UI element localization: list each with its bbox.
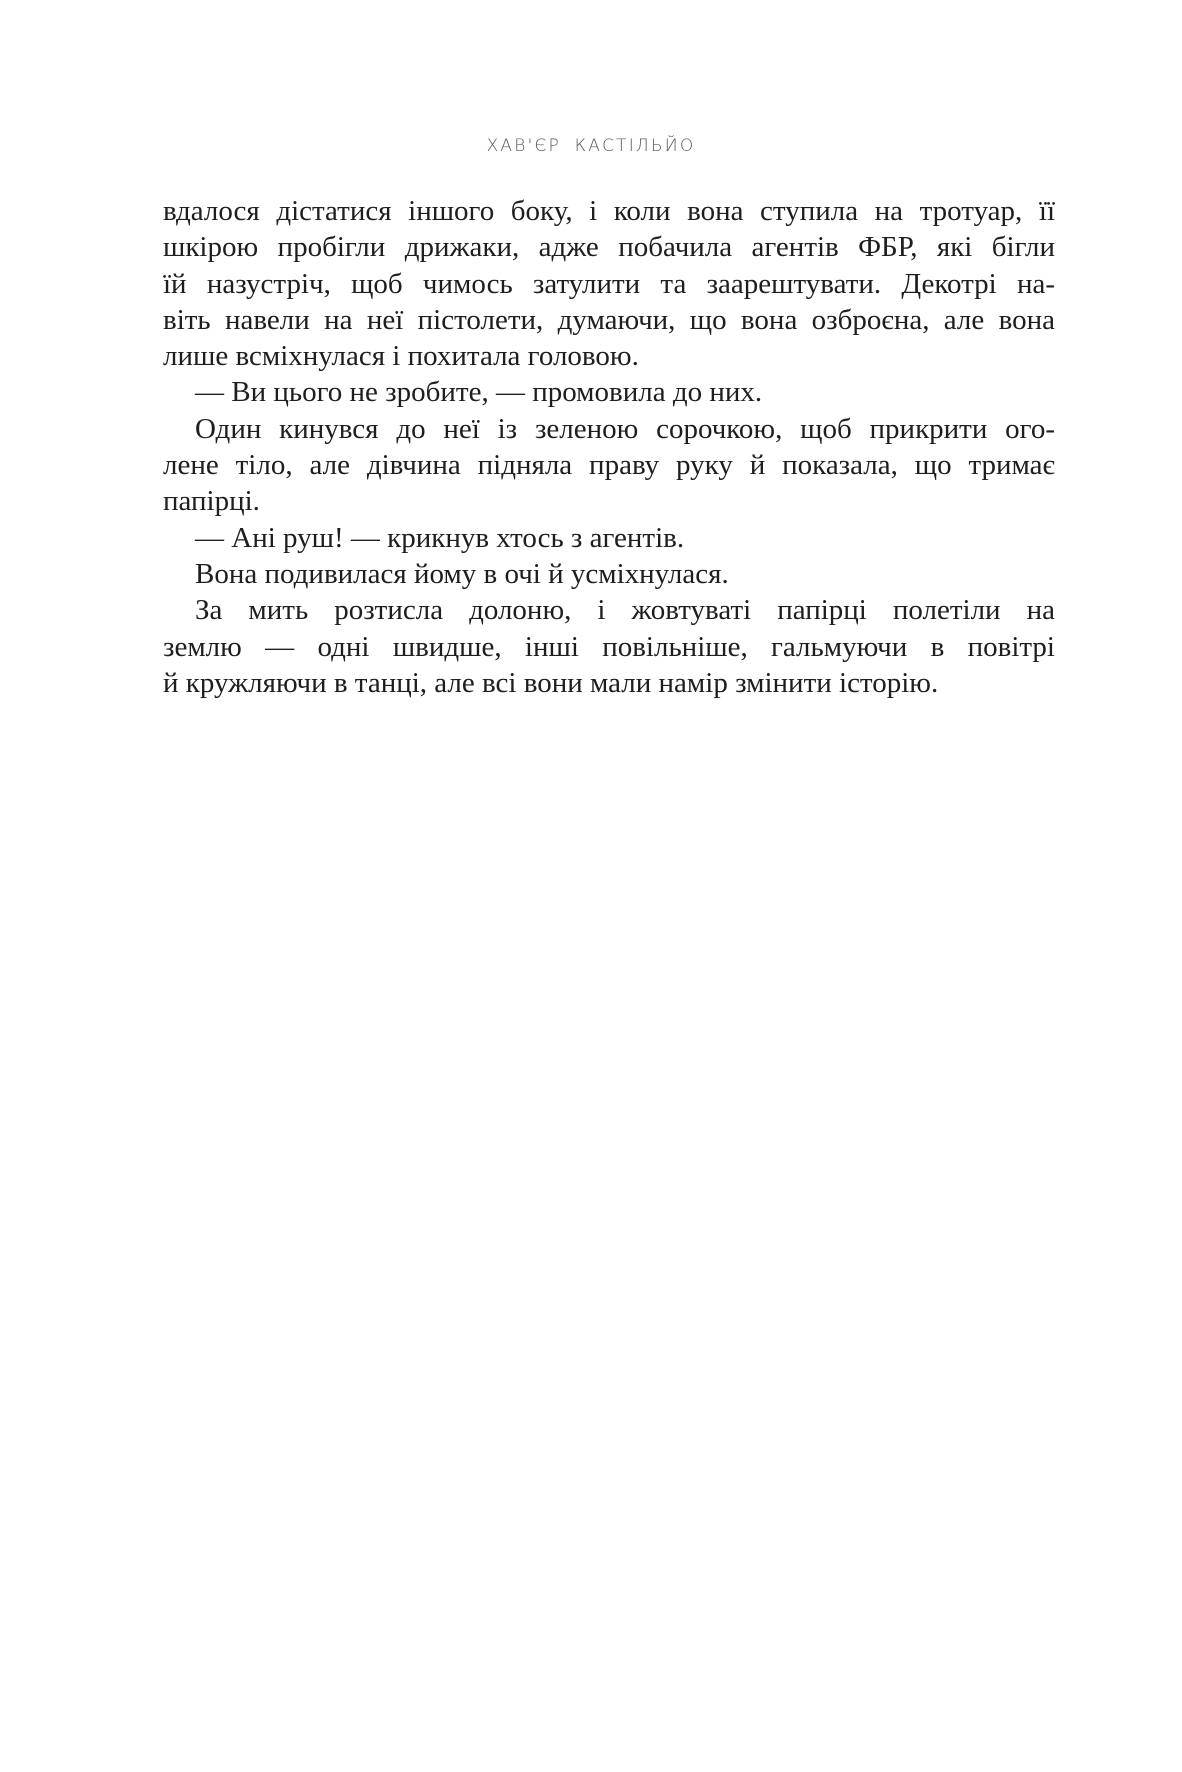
running-header-author: ХАВ'ЄР КАСТІЛЬЙО [486,136,696,156]
paragraph-dialogue [163,520,1055,556]
text-line: папірці. [163,485,260,518]
paragraph [163,411,1055,520]
text-line: лене тіло, але дівчина підняла праву руку й показала, що тримає [163,449,1055,482]
text-line: За мить розтисла долоню, і жовтуваті папірці полетіли на [195,594,1055,627]
text-line: Один кинувся до неї із зеленою сорочкою, щоб прикрити ого- [195,412,1055,445]
text-line: землю — одні швидше, інші повільніше, гальмуючи в повітрі [163,630,1055,663]
text-line: вдалося дістатися іншого боку, і коли вона ступила на тротуар, її [163,195,1055,227]
paragraph-dialogue [163,374,1055,410]
text-line: шкірою пробігли дрижаки, адже побачила агентів ФБР, які бігли [163,231,1055,264]
text-line: й кружляючи в танці, але всі вони мали намір змінити історію. [163,666,939,699]
text-line: — Ви цього не зробите, — промовила до них. [195,376,763,409]
text-line: — Ані руш! — крикнув хтось з агентів. [195,521,685,554]
text-line: їй назустріч, щоб чимось затулити та заарештувати. Декотрі на- [163,267,1055,300]
paragraph [163,193,1055,374]
text-line: лише всміхнулася і похитала головою. [163,340,639,373]
body-text [163,193,1055,701]
paragraph [163,592,1055,701]
text-line: Вона подивилася йому в очі й усміхнулася. [195,557,729,590]
text-line: віть навели на неї пістолети, думаючи, що вона озброєна, але вона [163,303,1055,336]
paragraph [163,556,1055,592]
